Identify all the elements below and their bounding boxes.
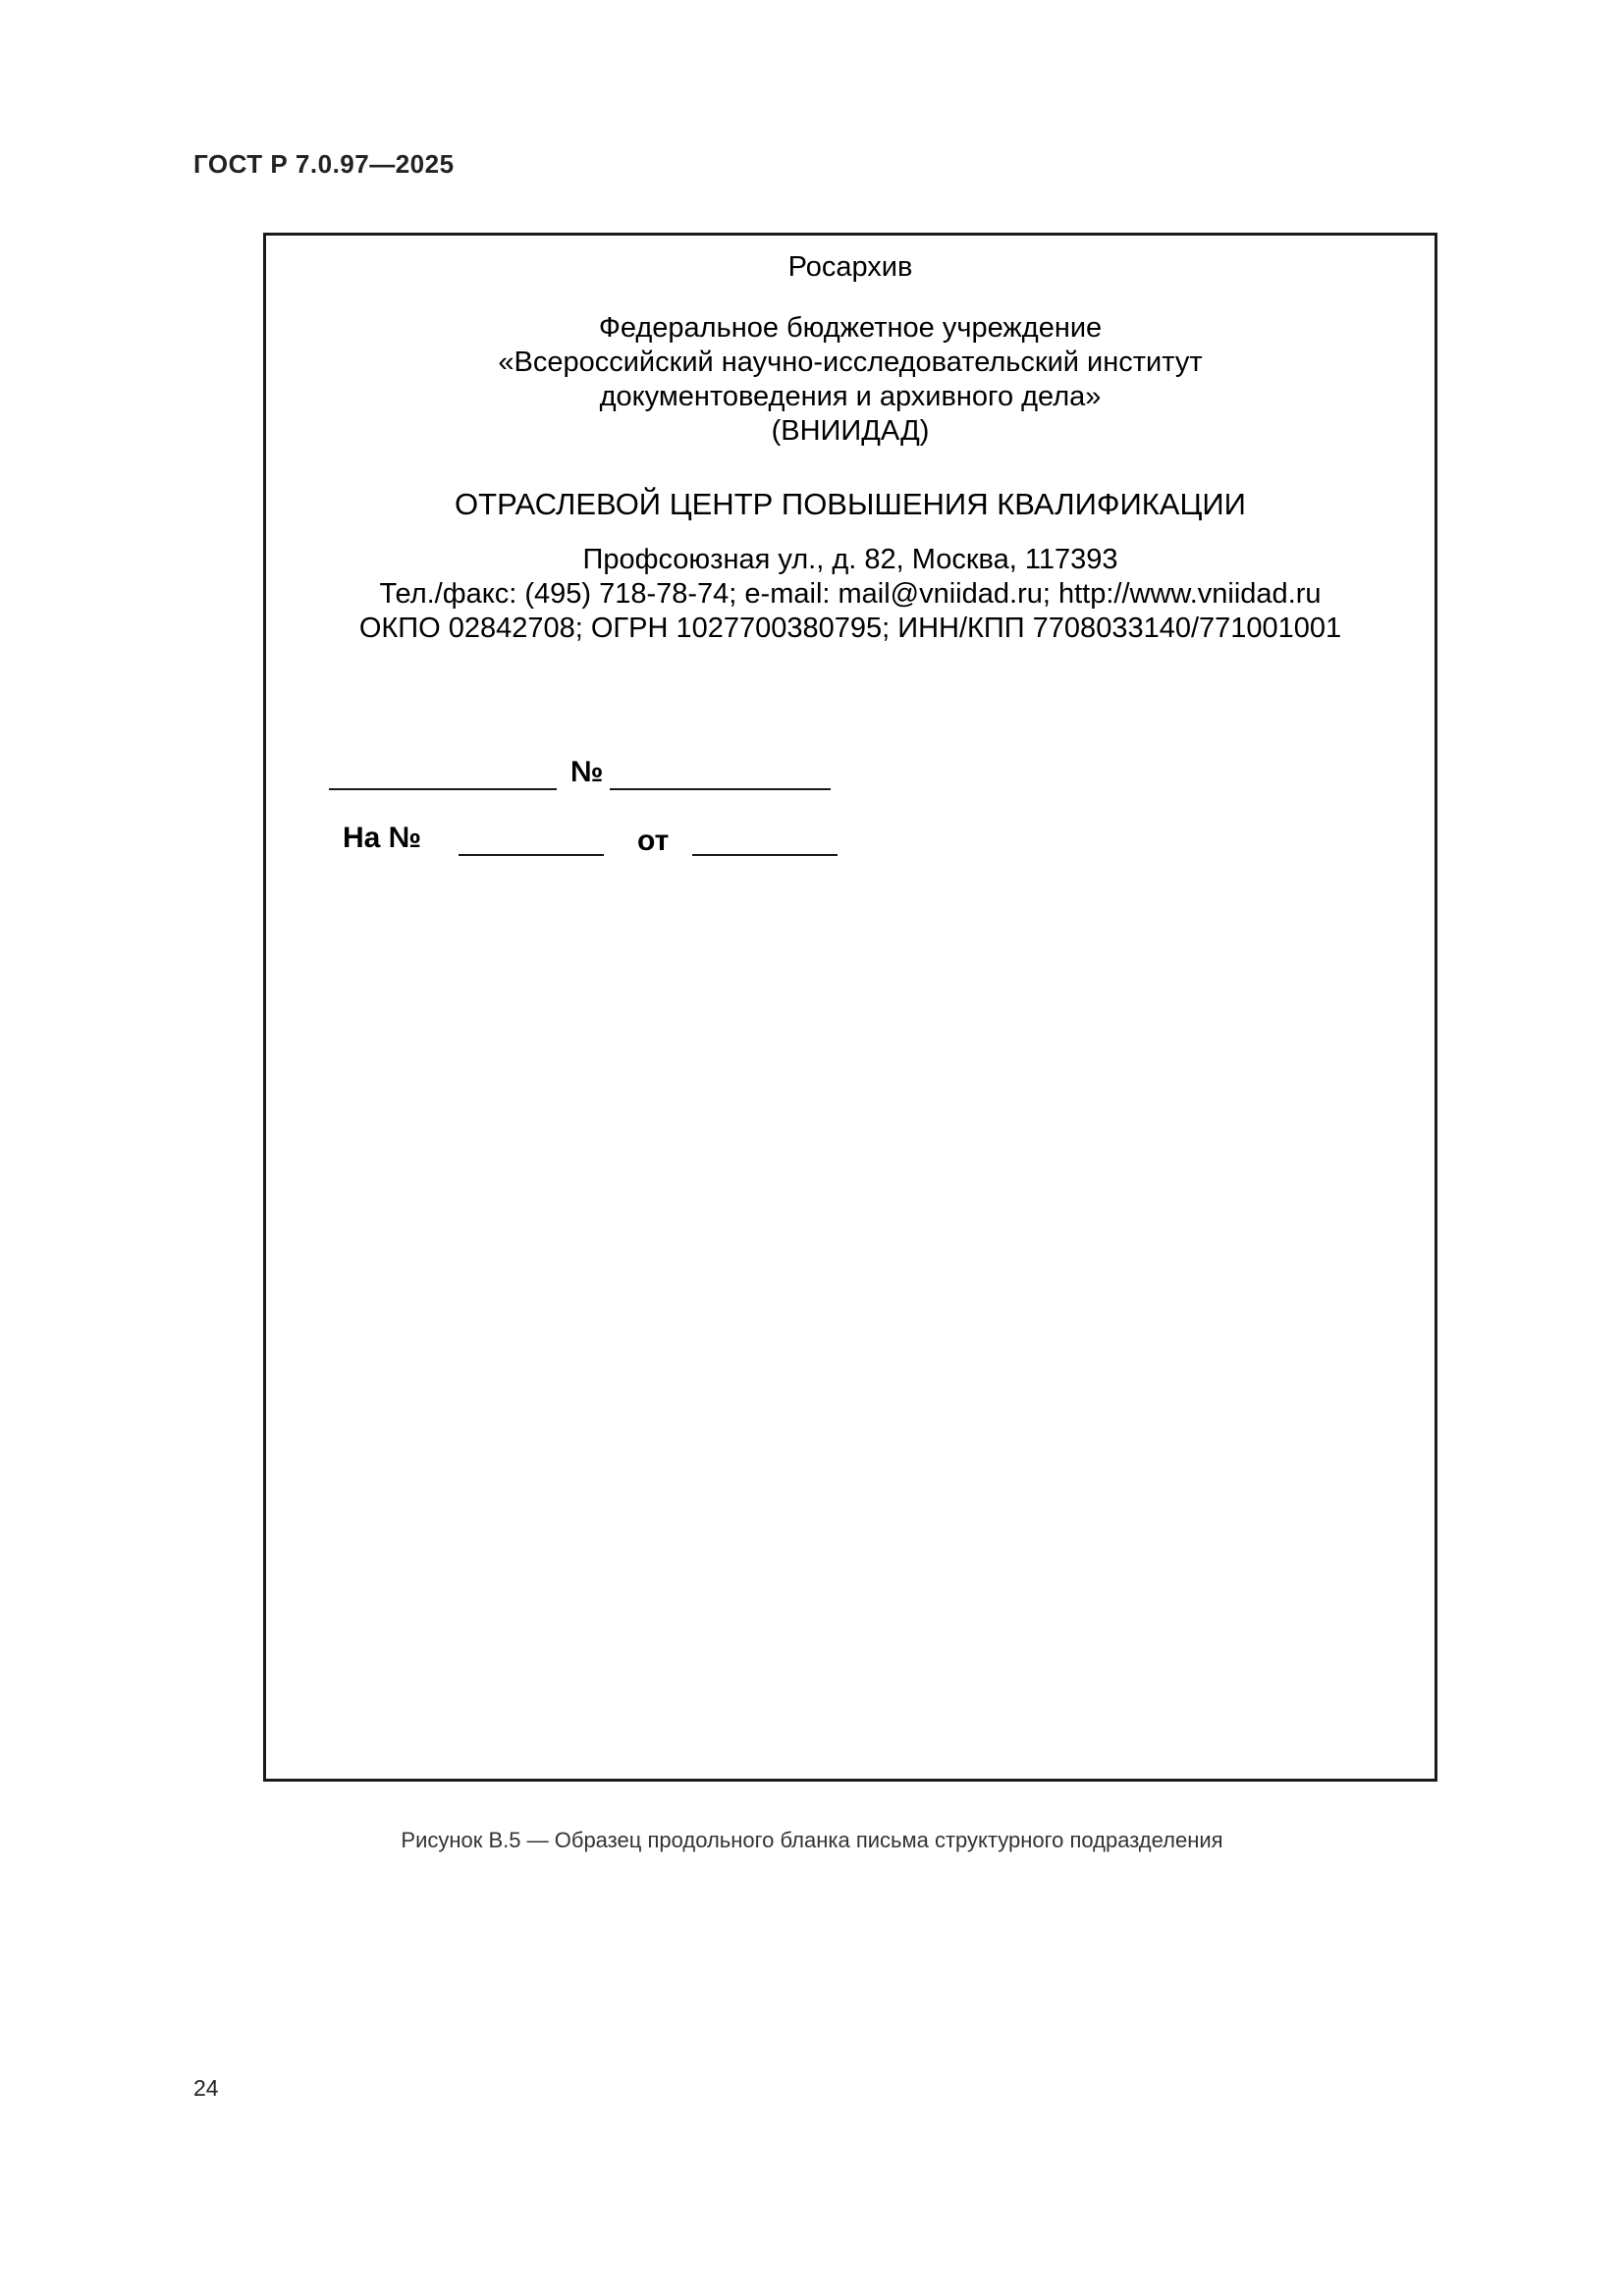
organization-abbreviation: (ВНИИДАД)	[771, 415, 930, 447]
document-standard-header: ГОСТ Р 7.0.97—2025	[193, 149, 455, 179]
contact-details-block	[266, 543, 1435, 646]
division-name: ОТРАСЛЕВОЙ ЦЕНТР ПОВЫШЕНИЯ КВАЛИФИКАЦИИ	[455, 487, 1246, 521]
letter-blank-frame	[263, 233, 1437, 1782]
date-field[interactable]	[329, 788, 557, 790]
organization-line: документоведения и архивного дела»	[599, 381, 1102, 412]
organization-line: «Всероссийский научно-исследовательский институт	[498, 347, 1203, 378]
from-date-label: от	[637, 825, 670, 857]
organization-name-block	[266, 311, 1435, 449]
phone-email-website: Тел./факс: (495) 718-78-74; e-mail: mail@vniidad.ru; http://www.vniidad.ru	[379, 578, 1322, 610]
page-number: 24	[193, 2075, 219, 2101]
number-field[interactable]	[610, 788, 831, 790]
reply-to-number-label: На №	[343, 822, 422, 854]
registration-codes: ОКПО 02842708; ОГРН 1027700380795; ИНН/КПП 7708033140/771001001	[358, 613, 1342, 644]
reply-number-field[interactable]	[459, 854, 604, 856]
agency-name: Росархив	[787, 251, 913, 283]
postal-address: Профсоюзная ул., д. 82, Москва, 117393	[582, 544, 1118, 575]
reply-date-field[interactable]	[692, 854, 838, 856]
organization-line: Федеральное бюджетное учреждение	[598, 312, 1103, 344]
number-sign-label: №	[570, 756, 604, 788]
figure-caption: Рисунок В.5 — Образец продольного бланка письма структурного подразделения	[401, 1828, 1223, 1852]
